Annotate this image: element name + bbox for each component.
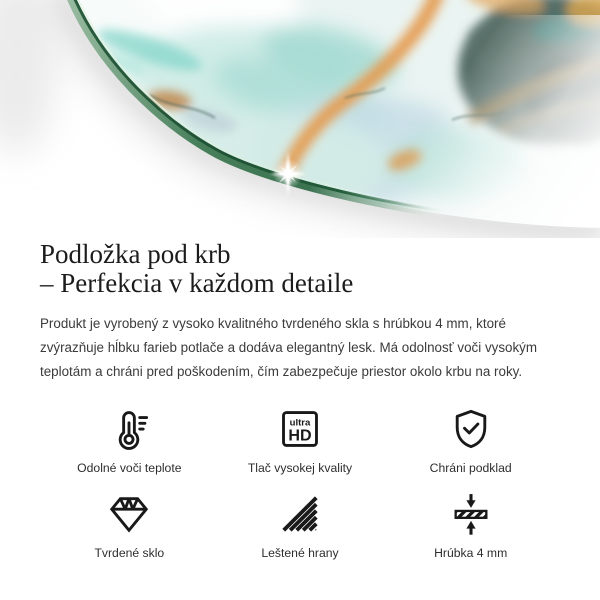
page-title — [40, 240, 560, 298]
thermometer-icon — [106, 406, 152, 452]
feature-label: Hrúbka 4 mm — [434, 546, 508, 561]
feature-item-thickness — [385, 491, 556, 560]
product-info-section — [0, 240, 600, 560]
feature-label: Tlač vysokej kvality — [247, 461, 353, 476]
feature-item-polished-edges — [215, 491, 386, 560]
feature-label: Tvrdené sklo — [94, 546, 165, 561]
feature-label: Odolné voči teplote — [77, 461, 182, 476]
product-image-section — [0, 0, 600, 238]
polished-edges-icon — [277, 491, 323, 537]
feature-label: Leštené hrany — [261, 546, 339, 561]
thickness-icon — [448, 491, 494, 537]
diamond-icon — [106, 491, 152, 537]
page-title-line2: – Perfekcia v každom detaile — [40, 267, 354, 298]
product-description: Produkt je vyrobený z vysoko kvalitného tvrdeného skla s hrúbkou 4 mm, ktoré zvýrazňuje hĺbku farieb potlače a dodáva elegantný lesk. Má odolnosť voči vysokým teplotám a chráni pred poškodením, čím zabezpečuje priestor okolo krbu na roky. — [40, 315, 538, 379]
product-image — [0, 0, 600, 238]
feature-item-heat-resistant — [44, 406, 215, 475]
features-grid — [40, 406, 560, 560]
page-title-line1: Podložka pod krb — [40, 239, 231, 269]
feature-label: Chráni podklad — [429, 461, 512, 476]
svg-text:ultra: ultra — [289, 417, 311, 429]
ultra-hd-icon — [277, 406, 323, 452]
feature-item-protects-floor — [385, 406, 556, 475]
svg-text:HD: HD — [288, 426, 312, 445]
feature-item-print-quality — [215, 406, 386, 475]
feature-item-tempered-glass — [44, 491, 215, 560]
shield-check-icon — [448, 406, 494, 452]
